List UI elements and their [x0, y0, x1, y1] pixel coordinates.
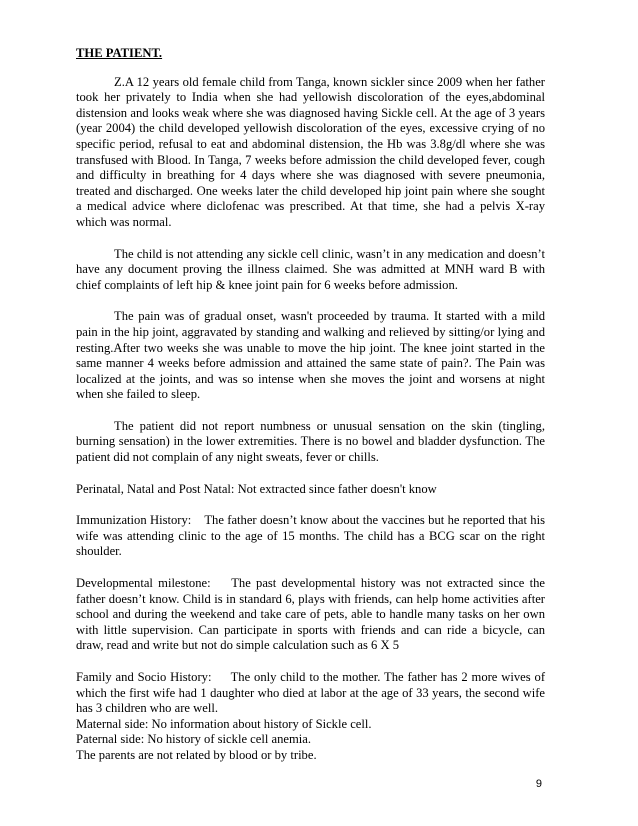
developmental-text: The past developmental history was not extracted since the father doesn’t know. Child is in standard 6, plays with friends, can help home activities after school and during the weekend and take care of pets, able to handle many tasks on her own with little supervision. Can participate in sports with friends and can ride a bicycle, can draw, read and write but not do simple calculation such as 6 X 5	[76, 576, 545, 653]
family-history	[76, 670, 545, 717]
immunization-text: The father doesn’t know about the vaccines but he reported that his wife was attending clinic to the age of 15 months. The child has a BCG scar on the right shoulder.	[76, 513, 545, 559]
immunization-label: Immunization History:	[76, 513, 192, 528]
document-page	[76, 46, 545, 764]
paternal-history: Paternal side: No history of sickle cell anemia.	[76, 732, 312, 747]
immunization-history	[76, 513, 545, 560]
page-number: 9	[535, 778, 542, 790]
parents-relation: The parents are not related by blood or by tribe.	[76, 747, 317, 762]
history-paragraph-1: Z.A 12 years old female child from Tanga, known sickler since 2009 when her father took her privately to India when she had yellowish discoloration of the eyes,abdominal distension and looks weak where she was diagnosed having Sickle cell. At the age of 3 years (year 2004) the child developed yellowish discoloration of the eyes, excessive crying of no specific period, refusal to eat and abdominal distension, the Hb was 3.8g/dl where she was transfused with Blood. In Tanga, 7 weeks before admission the child developed fever, cough and difficulty in breathing for 4 days where she was diagnosed with severe pneumonia, treated and discharged. One weeks later the child developed hip joint pain where she sought a medical advice where diclofenac was prescribed. At that time, she had a pelvis X-ray which was normal.	[76, 74, 545, 229]
family-text: The only child to the mother. The father has 2 more wives of which the first wife had 1 daughter who died at labor at the age of 33 years, the second wife has 3 children who are well.	[76, 670, 546, 716]
section-heading: THE PATIENT.	[76, 46, 163, 60]
maternal-history: Maternal side: No information about history of Sickle cell.	[76, 716, 372, 731]
developmental-history	[76, 576, 545, 654]
perinatal-history: Perinatal, Natal and Post Natal: Not extracted since father doesn't know	[76, 481, 437, 496]
history-paragraph-4: The patient did not report numbness or unusual sensation on the skin (tingling, burning sensation) in the lower extremities. There is no bowel and bladder dysfunction. The patient did not complain of any night sweats, fever or chills.	[76, 418, 545, 465]
developmental-label: Developmental milestone:	[76, 576, 211, 591]
history-paragraph-2: The child is not attending any sickle cell clinic, wasn’t in any medication and doesn’t have any document proving the illness claimed. She was admitted at MNH ward B with chief complaints of left hip & knee joint pain for 6 weeks before admission.	[76, 246, 545, 292]
family-label: Family and Socio History:	[76, 670, 212, 684]
history-paragraph-3: The pain was of gradual onset, wasn't proceeded by trauma. It started with a mild pain in the hip joint, aggravated by standing and walking and relieved by sitting/or lying and resting.After two weeks she was unable to move the hip joint. The knee joint started in the same manner 4 weeks before admission and attained the same state of pain?. The Pain was localized at the joints, and was so intense when she moves the joint and worsens at night when she failed to sleep.	[76, 309, 545, 402]
